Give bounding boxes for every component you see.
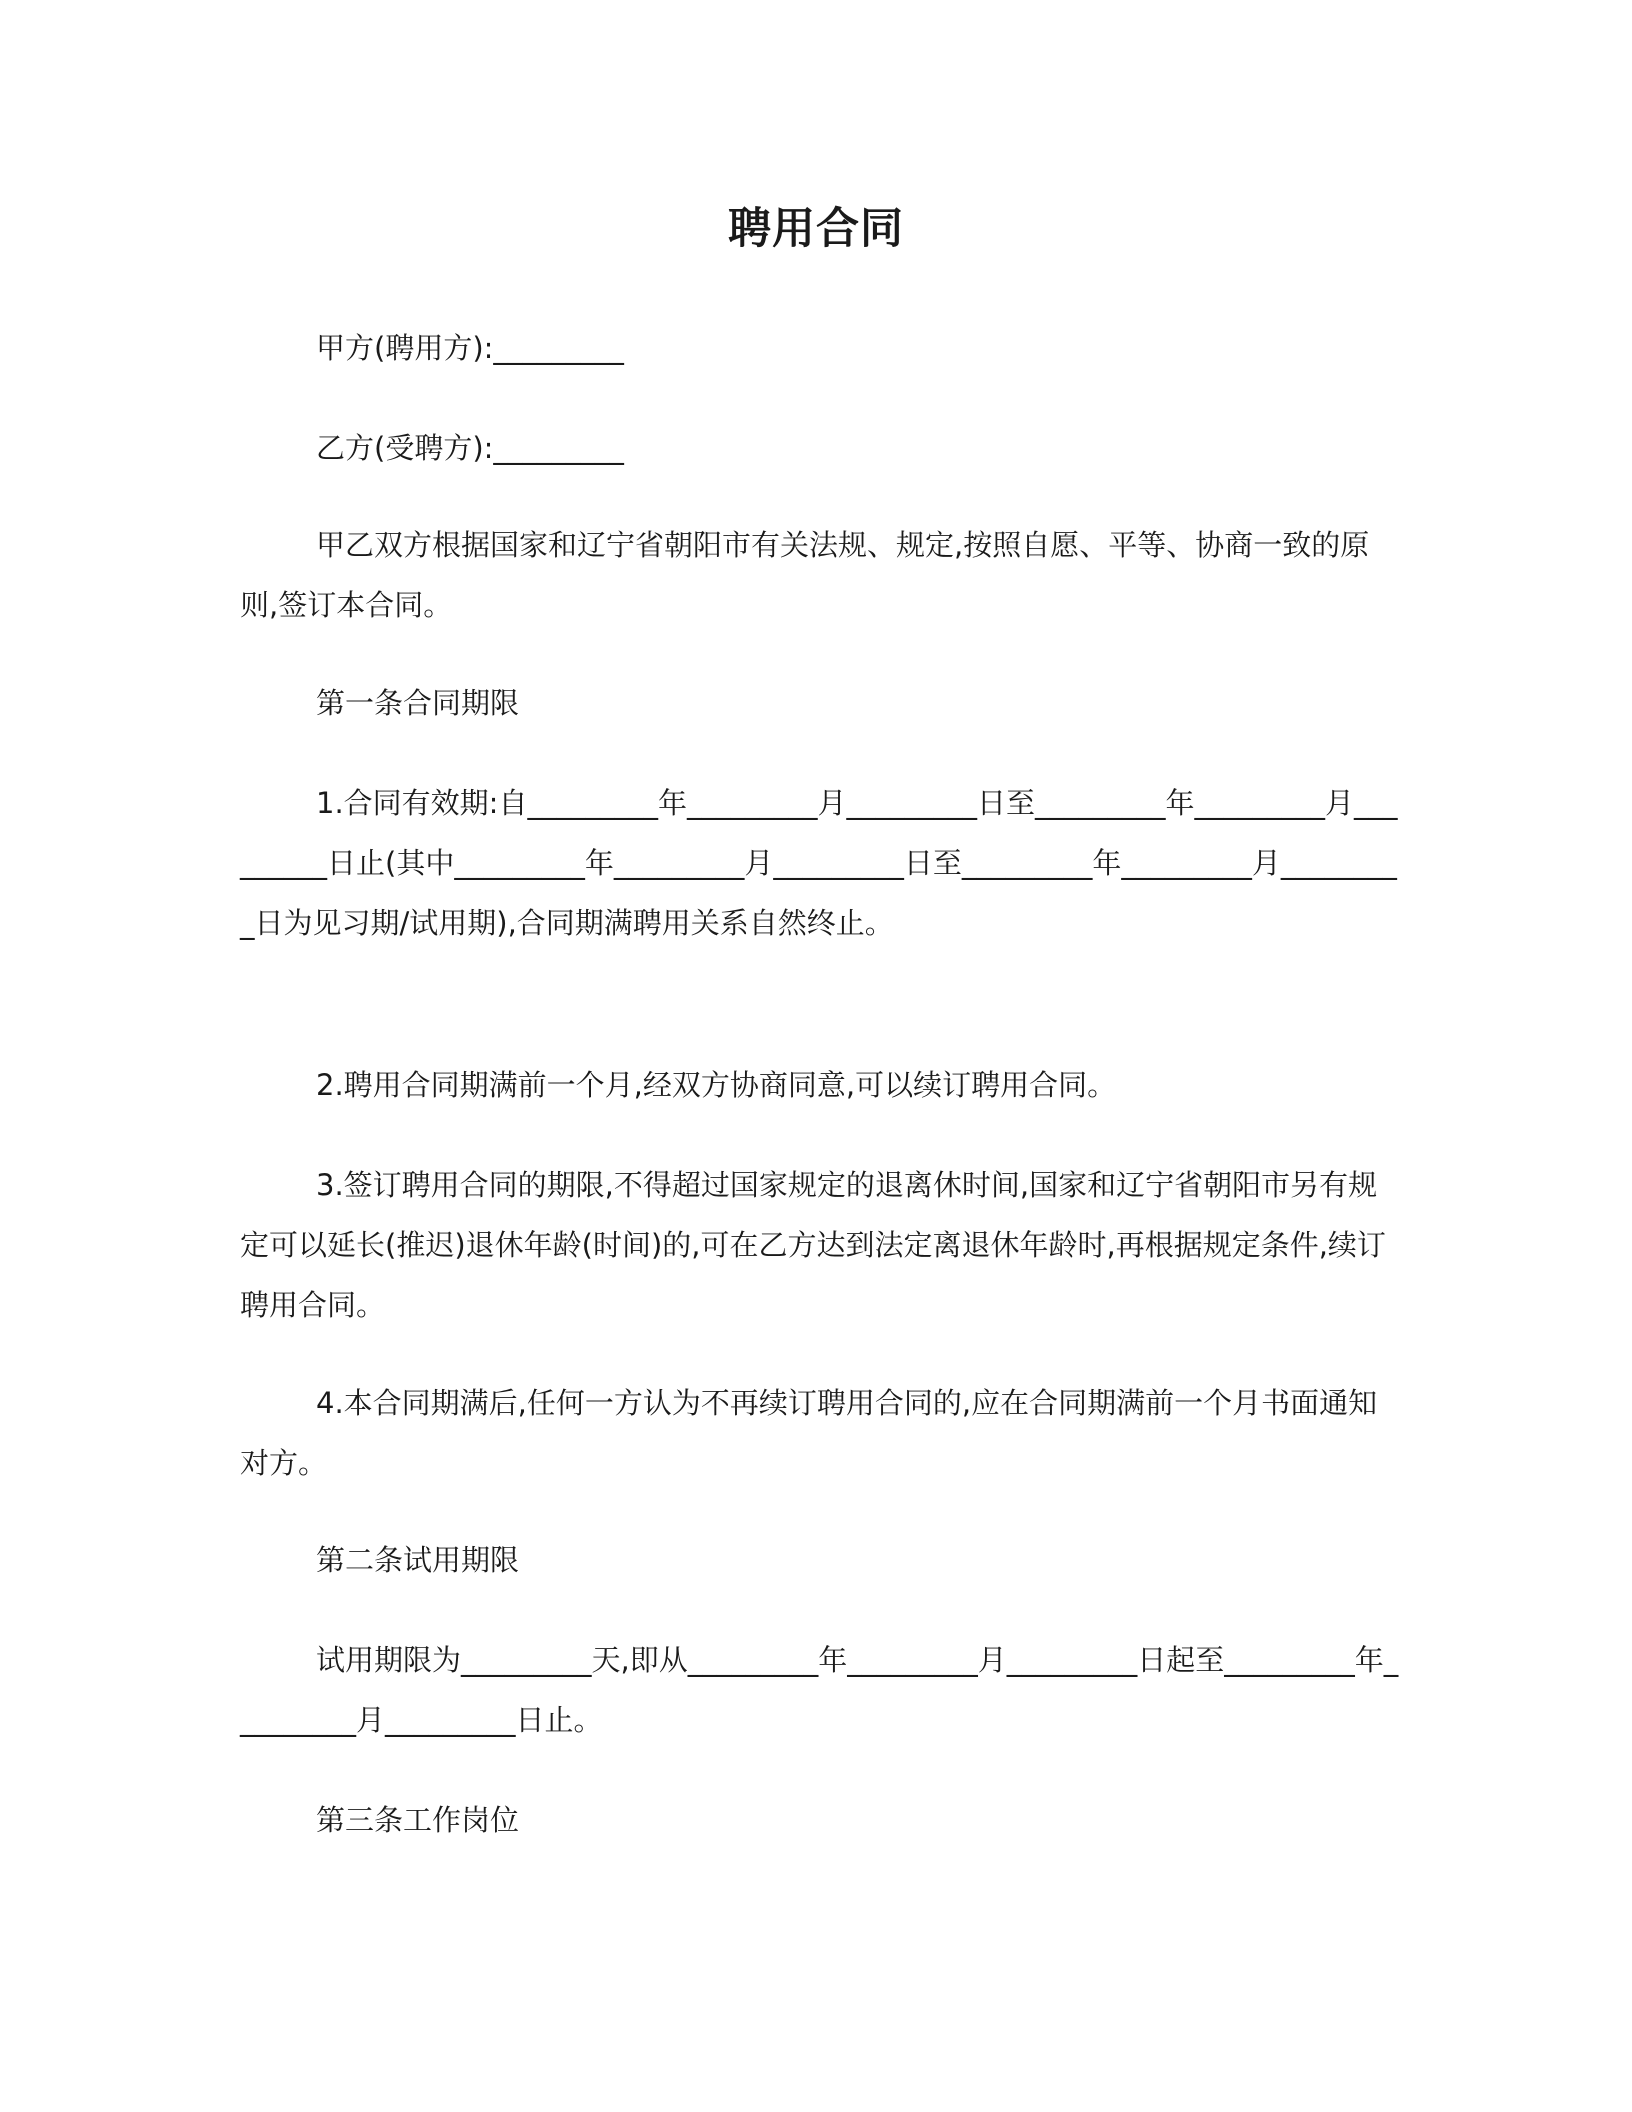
party-b-line: 乙方(受聘方):_________ <box>316 431 624 465</box>
article-1-item-3: 3.签订聘用合同的期限,不得超过国家规定的退离休时间,国家和辽宁省朝阳市另有规定可以延长(推迟)退休年龄(时间)的,可在乙方达到法定离退休年龄时,再根据规定条件,续订聘用合同。 <box>240 1168 1386 1322</box>
party-a-line: 甲方(聘用方):_________ <box>316 331 624 365</box>
article-1-item-1: 1.合同有效期:自_________年_________月_________日至_________年_________月_________日止(其中_________年_________月_________日至_________年_________月_________日为见习期/试用期),合同期满聘用关系自然终止。 <box>240 786 1398 940</box>
article-1-heading: 第一条合同期限 <box>316 686 520 720</box>
article-2-body: 试用期限为_________天,即从_________年_________月_________日起至_________年_________月_________日止。 <box>240 1643 1399 1737</box>
article-1-item-2: 2.聘用合同期满前一个月,经双方协商同意,可以续订聘用合同。 <box>316 1068 1117 1102</box>
article-3-heading: 第三条工作岗位 <box>316 1803 520 1837</box>
article-1-item-4: 4.本合同期满后,任何一方认为不再续订聘用合同的,应在合同期满前一个月书面通知对方。 <box>240 1386 1378 1480</box>
article-2-heading: 第二条试用期限 <box>316 1543 520 1577</box>
intro-paragraph: 甲乙双方根据国家和辽宁省朝阳市有关法规、规定,按照自愿、平等、协商一致的原则,签订本合同。 <box>240 528 1370 622</box>
document-title: 聘用合同 <box>728 204 904 254</box>
